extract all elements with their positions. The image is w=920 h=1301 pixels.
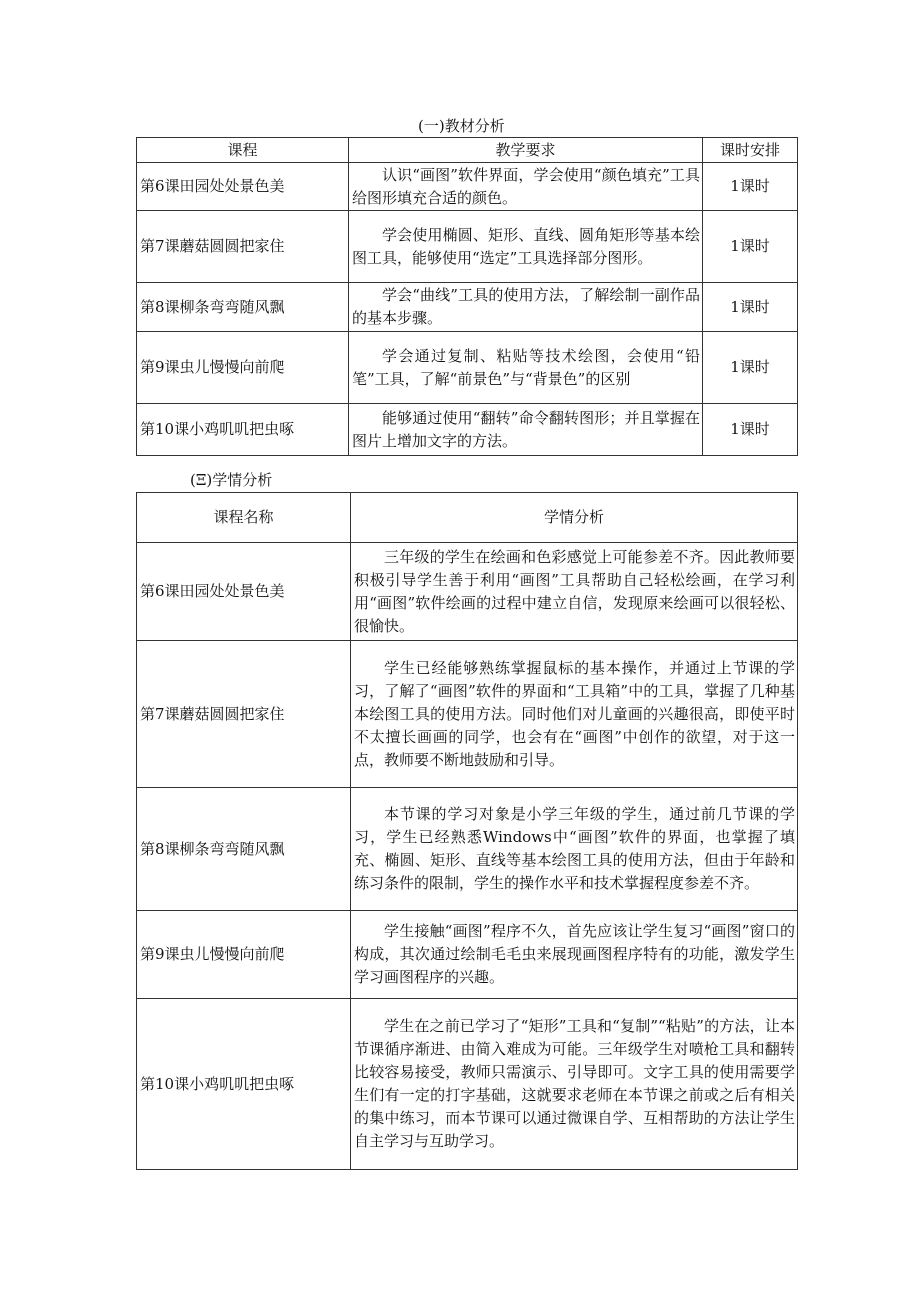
course-name: 第9课虫儿慢慢向前爬	[137, 332, 349, 404]
lesson-hours: 1课时	[703, 404, 798, 456]
lesson-hours: 1课时	[703, 283, 798, 332]
teaching-requirement: 学会通过复制、粘贴等技术绘图，会使用“铅笔”工具，了解“前景色”与“背景色”的区别	[349, 332, 703, 404]
header-course: 课程	[137, 138, 349, 163]
teaching-requirement: 学会“曲线”工具的使用方法，了解绘制一副作品的基本步骤。	[349, 283, 703, 332]
course-name: 第7课蘑菇圆圆把家住	[137, 641, 351, 788]
table-row	[137, 641, 798, 788]
course-name: 第8课柳条弯弯随风飘	[137, 788, 351, 911]
teaching-requirement: 能够通过使用“翻转”命令翻转图形；并且掌握在图片上增加文字的方法。	[349, 404, 703, 456]
course-name: 第9课虫儿慢慢向前爬	[137, 911, 351, 999]
learner-analysis: 本节课的学习对象是小学三年级的学生，通过前几节课的学习，学生已经熟悉Windows中“画图”软件的界面，也掌握了填充、椭圆、矩形、直线等基本绘图工具的使用方法，但由于年龄和练习条件的限制，学生的操作水平和技术掌握程度参差不齐。	[351, 788, 798, 911]
section-heading-materials: (一)教材分析	[418, 117, 505, 135]
materials-analysis-table	[136, 137, 798, 456]
table-header-row	[137, 493, 798, 543]
header-course-name: 课程名称	[137, 493, 351, 543]
learner-analysis: 学生在之前已学习了“矩形”工具和“复制”“粘贴”的方法，让本节课循序渐进、由简入难成为可能。三年级学生对喷枪工具和翻转比较容易接受，教师只需演示、引导即可。文字工具的使用需要学生们有一定的打字基础，这就要求老师在本节课之前或之后有相关的集中练习，而本节课可以通过微课自学、互相帮助的方法让学生自主学习与互助学习。	[351, 999, 798, 1170]
lesson-hours: 1课时	[703, 163, 798, 211]
section-heading-learners: (Ξ)学情分析	[190, 471, 273, 489]
header-requirement: 教学要求	[349, 138, 703, 163]
learner-analysis: 学生已经能够熟练掌握鼠标的基本操作，并通过上节课的学习，了解了“画图”软件的界面和“工具箱”中的工具，掌握了几种基本绘图工具的使用方法。同时他们对儿童画的兴趣很高，即使平时不太擅长画画的同学，也会有在“画图”中创作的欲望，对于这一点，教师要不断地鼓励和引导。	[351, 641, 798, 788]
header-learner-analysis: 学情分析	[351, 493, 798, 543]
header-hours: 课时安排	[703, 138, 798, 163]
table-row	[137, 911, 798, 999]
course-name: 第8课柳条弯弯随风飘	[137, 283, 349, 332]
table-row	[137, 543, 798, 641]
learner-analysis: 三年级的学生在绘画和色彩感觉上可能参差不齐。因此教师要积极引导学生善于利用“画图”工具帮助自己轻松绘画，在学习利用“画图”软件绘画的过程中建立自信，发现原来绘画可以很轻松、很愉快。	[351, 543, 798, 641]
teaching-requirement: 认识“画图”软件界面，学会使用“颜色填充”工具给图形填充合适的颜色。	[349, 163, 703, 211]
lesson-hours: 1课时	[703, 211, 798, 283]
teaching-requirement: 学会使用椭圆、矩形、直线、圆角矩形等基本绘图工具，能够使用“选定”工具选择部分图形。	[349, 211, 703, 283]
course-name: 第6课田园处处景色美	[137, 163, 349, 211]
course-name: 第7课蘑菇圆圆把家住	[137, 211, 349, 283]
table-row	[137, 332, 798, 404]
table-row	[137, 404, 798, 456]
table-row	[137, 788, 798, 911]
table-row	[137, 283, 798, 332]
course-name: 第10课小鸡叽叽把虫啄	[137, 999, 351, 1170]
table-row	[137, 211, 798, 283]
course-name: 第6课田园处处景色美	[137, 543, 351, 641]
course-name: 第10课小鸡叽叽把虫啄	[137, 404, 349, 456]
lesson-hours: 1课时	[703, 332, 798, 404]
learner-analysis: 学生接触“画图”程序不久，首先应该让学生复习“画图”窗口的构成，其次通过绘制毛毛虫来展现画图程序特有的功能，激发学生学习画图程序的兴趣。	[351, 911, 798, 999]
table-row	[137, 163, 798, 211]
table-row	[137, 999, 798, 1170]
table-header-row	[137, 138, 798, 163]
learner-analysis-table	[136, 492, 798, 1170]
